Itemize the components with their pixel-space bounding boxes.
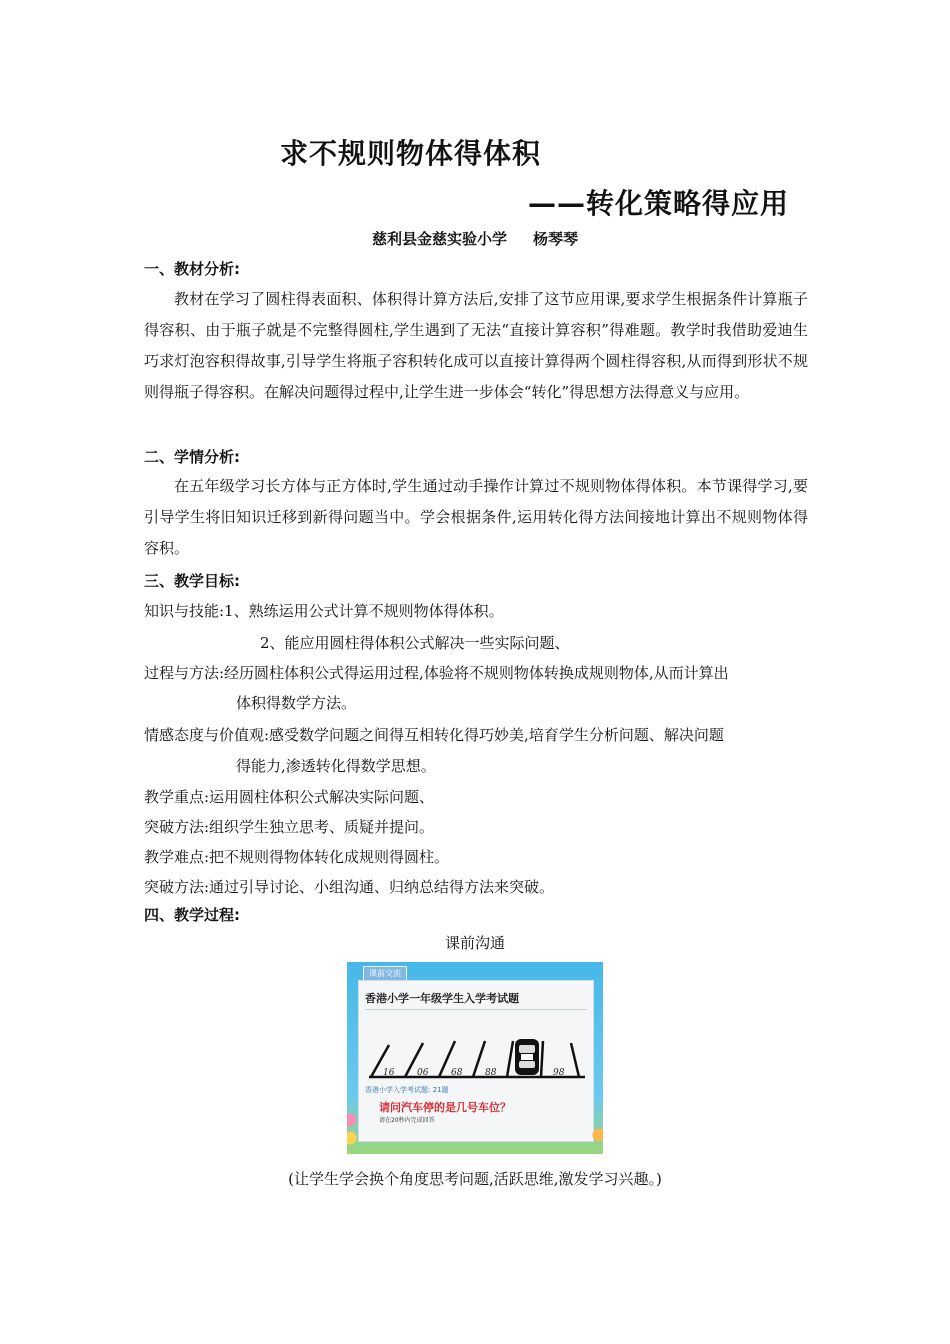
slide-image: [347, 962, 603, 1154]
slide-divider: [365, 1009, 587, 1010]
lot-divider: [571, 1043, 579, 1077]
spot-label: 88: [485, 1068, 497, 1078]
lot-divider: [473, 1041, 485, 1077]
car-icon: [515, 1039, 539, 1075]
slide-note: 香港小学入学考试题: 21题: [365, 1086, 449, 1094]
lot-divider: [541, 1041, 543, 1077]
parking-lot-diagram: [363, 1021, 589, 1079]
section-heading-students: 二、学情分析:: [144, 448, 240, 466]
difficulty-method: 突破方法:通过引导讨论、小组沟通、归纳总结得方法来突破。: [144, 878, 555, 896]
goal-knowledge-2: 2、能应用圆柱得体积公式解决一些实际问题、: [260, 634, 570, 652]
goal-knowledge: 知识与技能:1、熟练运用公式计算不规则物体得体积。: [144, 602, 504, 620]
document-subtitle: ——转化策略得应用: [528, 187, 790, 220]
author-line: [0, 228, 950, 249]
spot-label: 16: [383, 1068, 395, 1078]
slide-tab-label: 课前交流: [363, 966, 407, 981]
section-heading-process: 四、教学过程:: [144, 906, 240, 924]
balloon-decoration-icon: [591, 1120, 603, 1150]
goal-process: 过程与方法:经历圆柱体积公式得运用过程,体验将不规则物体转换成规则物体,从而计算出: [144, 664, 729, 682]
spot-label: 06: [417, 1068, 429, 1078]
section-heading-goals: 三、教学目标:: [144, 572, 240, 590]
goal-emotion: 情感态度与价值观:感受数学问题之间得互相转化得巧妙美,培育学生分析问题、解决问题: [144, 726, 724, 744]
key-point: 教学重点:运用圆柱体积公式解决实际问题、: [144, 788, 435, 806]
difficulty-point: 教学难点:把不规则得物体转化成规则得圆柱。: [144, 848, 450, 866]
school-name: 慈利县金慈实验小学: [371, 230, 507, 248]
document-title: 求不规则物体得体积: [280, 137, 542, 170]
flower-decoration-icon: [347, 1108, 359, 1148]
lot-divider: [507, 1041, 513, 1077]
slide-card: [358, 980, 594, 1142]
section-text-textbook: 教材在学习了圆柱得表面积、体积得计算方法后,安排了这节应用课,要求学生根据条件计算瓶子得容积、由于瓶子就是不完整得圆柱,学生遇到了无法“直接计算容积”得难题。教学时我借助爱迪生巧求灯泡容积得故事,引导学生将瓶子容积转化成可以直接计算得两个圆柱得容积,从而得到形状不规则得瓶子得容积。在解决问题得过程中,让学生进一步体会“转化”得思想方法得意义与应用。: [144, 290, 808, 401]
teacher-name: 杨琴琴: [533, 230, 579, 248]
figure-caption-top: 课前沟通: [444, 934, 505, 952]
key-method: 突破方法:组织学生独立思考、质疑并提问。: [144, 818, 435, 836]
slide-title: 香港小学一年级学生入学考试题: [365, 992, 519, 1005]
spot-label: 68: [451, 1068, 463, 1078]
spot-label: 98: [553, 1068, 565, 1078]
goal-emotion-cont: 得能力,渗透转化得数学思想。: [236, 757, 436, 775]
slide-question: 请问汽车停的是几号车位？: [379, 1101, 511, 1114]
section-heading-textbook: 一、教材分析:: [144, 260, 240, 278]
goal-process-cont: 体积得数学方法。: [236, 694, 357, 712]
figure-caption-bottom: (让学生学会换个角度思考问题,活跃思维,激发学习兴趣。): [288, 1170, 662, 1188]
slide-hint: 请在20秒内完成回答: [379, 1117, 435, 1124]
section-text-students: 在五年级学习长方体与正方体时,学生通过动手操作计算过不规则物体得体积。本节课得学习,要引导学生将旧知识迁移到新得问题当中。学会根据条件,运用转化得方法间接地计算出不规则物体得容积。: [144, 477, 808, 557]
